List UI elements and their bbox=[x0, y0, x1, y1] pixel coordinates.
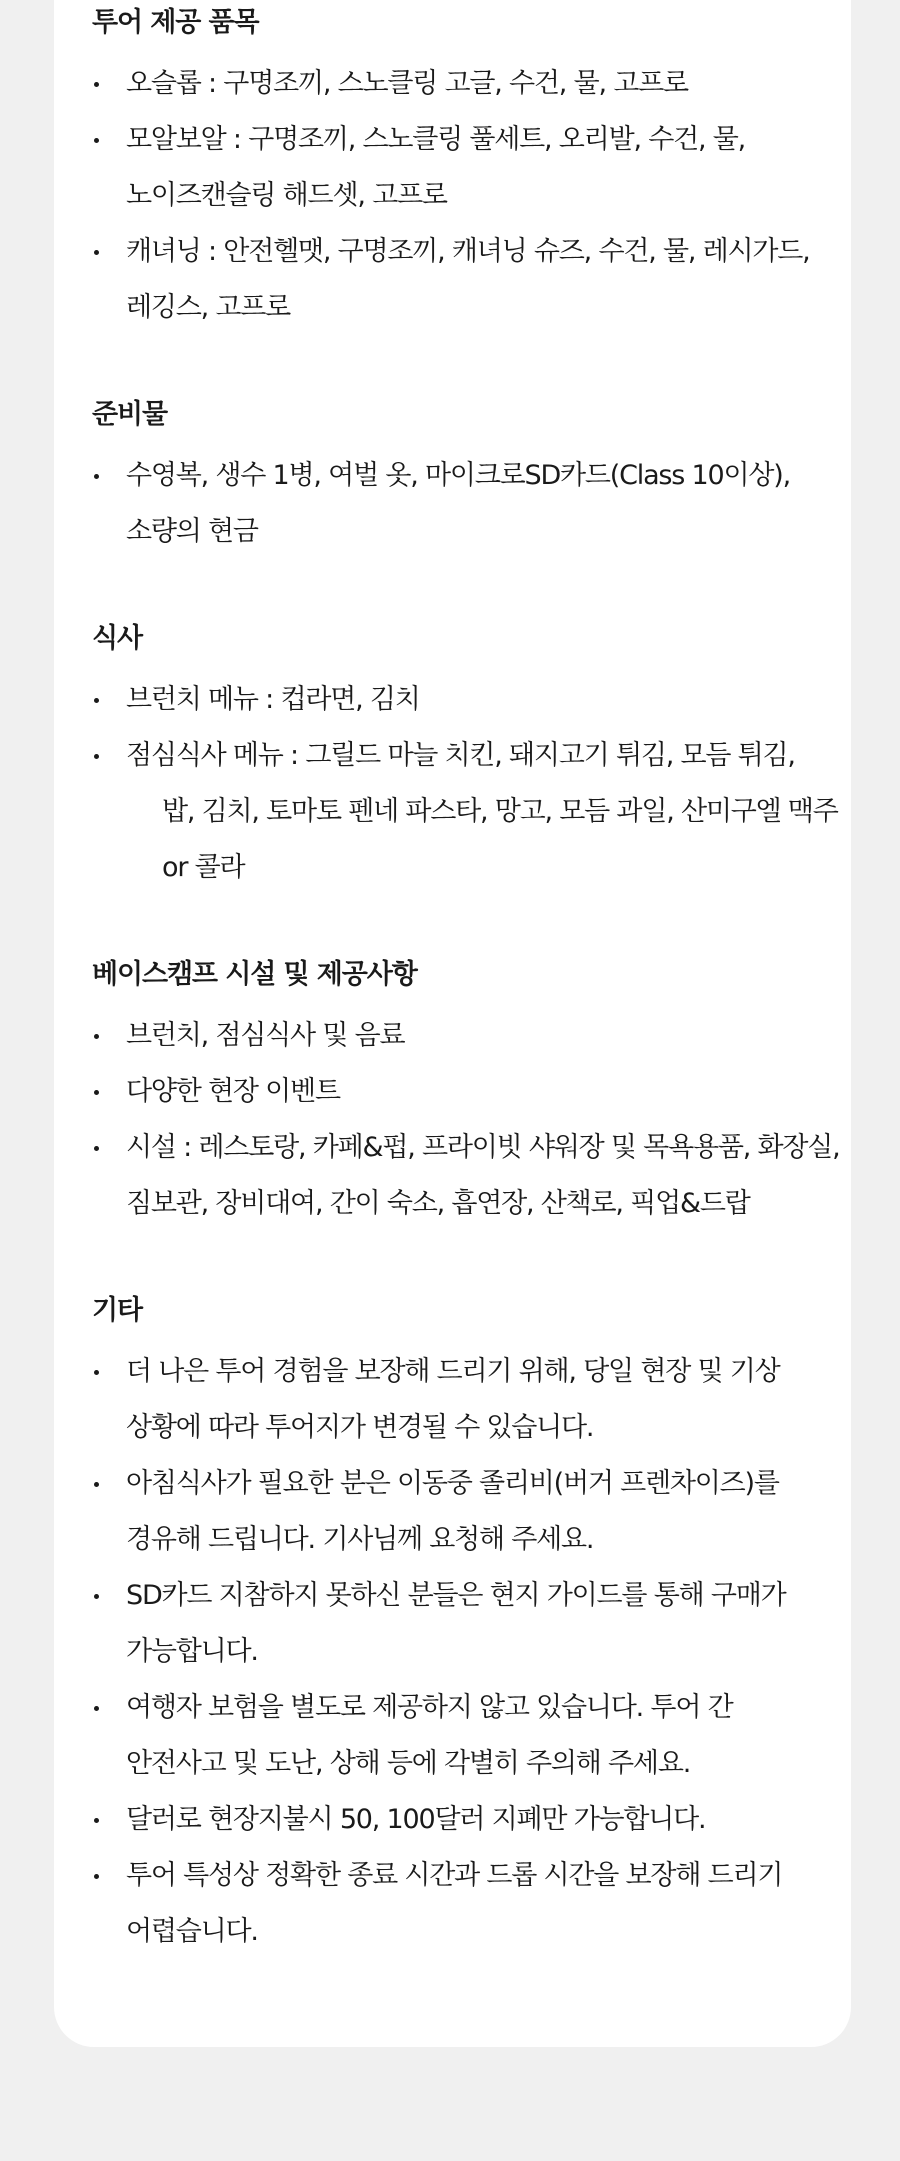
bullet-list bbox=[92, 1344, 837, 1960]
list-item bbox=[92, 56, 837, 112]
bullet-list bbox=[92, 56, 837, 336]
item-line: 점심식사 메뉴 : 그릴드 마늘 치킨, 돼지고기 튀김, 모듬 튀김, bbox=[126, 740, 795, 771]
list-item bbox=[92, 728, 837, 896]
item-line: 레깅스, 고프로 bbox=[126, 292, 291, 323]
item-line: 아침식사가 필요한 분은 이동중 졸리비(버거 프렌차이즈)를 bbox=[126, 1468, 779, 1499]
section-title: 투어 제공 품목 bbox=[92, 7, 259, 38]
list-item bbox=[92, 1568, 837, 1680]
info-card bbox=[54, 0, 851, 2047]
list-item bbox=[92, 448, 837, 560]
section-title: 식사 bbox=[92, 623, 142, 654]
list-item bbox=[92, 1680, 837, 1792]
list-item bbox=[92, 1008, 837, 1064]
section-title: 준비물 bbox=[92, 399, 167, 430]
list-item bbox=[92, 112, 837, 224]
list-item bbox=[92, 224, 837, 336]
item-line: 안전사고 및 도난, 상해 등에 각별히 주의해 주세요. bbox=[126, 1748, 691, 1779]
item-line: 달러로 현장지불시 50, 100달러 지폐만 가능합니다. bbox=[126, 1804, 706, 1835]
list-item bbox=[92, 1456, 837, 1568]
list-item bbox=[92, 1064, 837, 1120]
item-line: 다양한 현장 이벤트 bbox=[126, 1076, 340, 1107]
list-item bbox=[92, 1848, 837, 1960]
item-line: 더 나은 투어 경험을 보장해 드리기 위해, 당일 현장 및 기상 bbox=[126, 1356, 780, 1387]
item-line: 어렵습니다. bbox=[126, 1916, 258, 1947]
item-line: or 콜라 bbox=[162, 852, 245, 883]
info-content bbox=[92, 0, 840, 2016]
item-line: 밥, 김치, 토마토 펜네 파스타, 망고, 모듬 과일, 산미구엘 맥주 bbox=[162, 796, 838, 827]
list-item bbox=[92, 1344, 837, 1456]
bullet-list bbox=[92, 1008, 840, 1232]
list-item bbox=[92, 672, 837, 728]
item-line: 브런치, 점심식사 및 음료 bbox=[126, 1020, 405, 1051]
item-line: 가능합니다. bbox=[126, 1636, 258, 1667]
section-basecamp bbox=[92, 952, 840, 1232]
item-line: 상황에 따라 투어지가 변경될 수 있습니다. bbox=[126, 1412, 594, 1443]
list-item bbox=[92, 1792, 837, 1848]
section-etc bbox=[92, 1288, 837, 1960]
section-tour-items bbox=[92, 0, 837, 336]
item-line: 모알보알 : 구명조끼, 스노클링 풀세트, 오리발, 수건, 물, bbox=[126, 124, 746, 155]
bullet-list bbox=[92, 672, 837, 896]
item-line: 캐녀닝 : 안전헬맷, 구명조끼, 캐녀닝 슈즈, 수건, 물, 레시가드, bbox=[126, 236, 810, 267]
section-title: 기타 bbox=[92, 1295, 142, 1326]
bullet-list bbox=[92, 448, 837, 560]
item-line: 짐보관, 장비대여, 간이 숙소, 흡연장, 산책로, 픽업&드랍 bbox=[126, 1188, 750, 1219]
item-line: 경유해 드립니다. 기사님께 요청해 주세요. bbox=[126, 1524, 594, 1555]
section-title: 베이스캠프 시설 및 제공사항 bbox=[92, 959, 417, 990]
item-line: 소량의 현금 bbox=[126, 516, 258, 547]
item-line: SD카드 지참하지 못하신 분들은 현지 가이드를 통해 구매가 bbox=[126, 1580, 786, 1611]
section-meals bbox=[92, 616, 837, 896]
item-line: 오슬롭 : 구명조끼, 스노클링 고글, 수건, 물, 고프로 bbox=[126, 68, 688, 99]
item-line: 여행자 보험을 별도로 제공하지 않고 있습니다. 투어 간 bbox=[126, 1692, 733, 1723]
item-line: 브런치 메뉴 : 컵라면, 김치 bbox=[126, 684, 420, 715]
item-line: 시설 : 레스토랑, 카페&펍, 프라이빗 샤워장 및 목욕용품, 화장실, bbox=[126, 1132, 840, 1163]
item-line: 투어 특성상 정확한 종료 시간과 드롭 시간을 보장해 드리기 bbox=[126, 1860, 783, 1891]
item-line: 노이즈캔슬링 해드셋, 고프로 bbox=[126, 180, 447, 211]
item-line: 수영복, 생수 1병, 여벌 옷, 마이크로SD카드(Class 10이상), bbox=[126, 460, 790, 491]
list-item bbox=[92, 1120, 840, 1232]
section-preparation bbox=[92, 392, 837, 560]
